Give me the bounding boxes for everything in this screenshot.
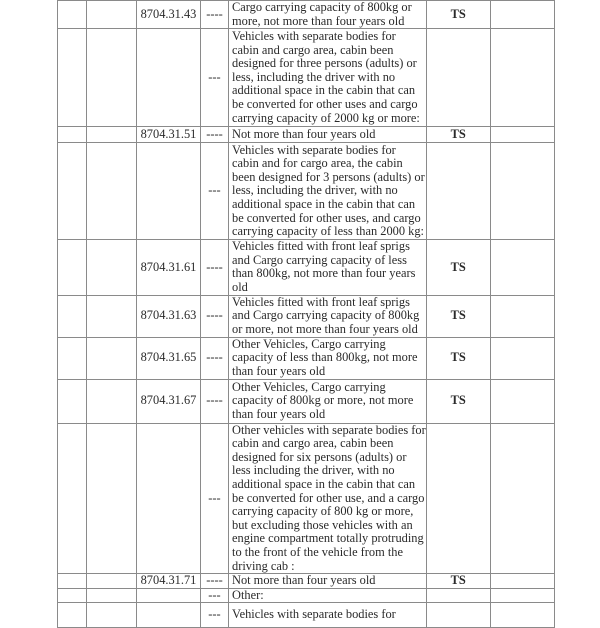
blank-cell xyxy=(58,603,87,628)
description-line: cabin and cargo area, cabin been xyxy=(232,436,394,451)
blank-cell xyxy=(58,127,87,143)
description-line: been designed for 3 persons (adults) or xyxy=(232,169,425,184)
blank-cell xyxy=(490,337,554,379)
description-cell xyxy=(229,295,427,337)
rate-cell: TS xyxy=(426,337,490,379)
description-line: less, including the driver, with no xyxy=(232,183,398,198)
rate-cell: TS xyxy=(426,295,490,337)
description-line: Vehicles fitted with front leaf sprigs xyxy=(232,239,410,254)
blank-cell xyxy=(87,574,137,589)
description-cell xyxy=(229,143,427,240)
blank-cell xyxy=(490,603,554,628)
description-line: and Cargo carrying capacity of 800kg xyxy=(232,308,420,323)
blank-cell xyxy=(490,29,554,127)
description-line: Other Vehicles, Cargo carrying xyxy=(232,337,386,351)
hs-code-cell xyxy=(137,588,201,603)
hs-code-cell: 8704.31.63 xyxy=(137,295,201,337)
blank-cell xyxy=(490,588,554,603)
hs-code-cell: 8704.31.71 xyxy=(137,574,201,589)
description-line: capacity of less than 800kg, not more xyxy=(232,350,418,365)
rate-cell xyxy=(426,29,490,127)
table-row xyxy=(58,337,555,379)
description-line: cabin and cargo area, cabin been xyxy=(232,42,394,57)
blank-cell xyxy=(58,379,87,423)
description-line: Vehicles with separate bodies for xyxy=(232,607,396,622)
blank-cell xyxy=(58,337,87,379)
blank-cell xyxy=(87,1,137,29)
hs-code-cell xyxy=(137,143,201,240)
description-cell xyxy=(229,127,427,143)
description-line: capacity of 800kg or more, not more xyxy=(232,393,414,408)
blank-cell xyxy=(58,423,87,574)
hs-code-cell xyxy=(137,423,201,574)
description-line: Cargo carrying capacity of 800kg or xyxy=(232,0,412,14)
description-line: than four years old xyxy=(232,363,326,378)
blank-cell xyxy=(490,127,554,143)
description-line: Vehicles with separate bodies for xyxy=(232,142,396,157)
table-row xyxy=(58,588,555,603)
description-line: Not more than four years old xyxy=(232,573,376,588)
hs-code-cell: 8704.31.61 xyxy=(137,240,201,295)
level-dash-cell: ---- xyxy=(201,379,229,423)
description-line: carrying capacity of 2000 kg or more: xyxy=(232,110,420,125)
blank-cell xyxy=(490,574,554,589)
blank-cell xyxy=(58,574,87,589)
blank-cell xyxy=(58,29,87,127)
rate-cell: TS xyxy=(426,574,490,589)
blank-cell xyxy=(87,603,137,628)
rate-cell xyxy=(426,143,490,240)
description-line: Other vehicles with separate bodies for xyxy=(232,423,426,437)
description-line: and Cargo carrying capacity of less xyxy=(232,252,407,267)
description-line: cabin and for cargo area, the cabin xyxy=(232,156,403,171)
table-row xyxy=(58,127,555,143)
description-line: Vehicles with separate bodies for xyxy=(232,29,396,44)
rate-cell: TS xyxy=(426,1,490,29)
description-line: more, not more than four years old xyxy=(232,13,405,28)
table-row xyxy=(58,240,555,295)
table-row xyxy=(58,143,555,240)
rate-cell: TS xyxy=(426,379,490,423)
tariff-table xyxy=(57,0,555,628)
blank-cell xyxy=(58,240,87,295)
description-cell xyxy=(229,603,427,628)
hs-code-cell: 8704.31.65 xyxy=(137,337,201,379)
description-line: engine compartment totally protruding xyxy=(232,531,424,546)
hs-code-cell xyxy=(137,29,201,127)
level-dash-cell: --- xyxy=(201,143,229,240)
level-dash-cell: ---- xyxy=(201,127,229,143)
description-cell xyxy=(229,240,427,295)
blank-cell xyxy=(87,379,137,423)
description-line: be converted for other uses, and cargo xyxy=(232,210,421,225)
hs-code-cell: 8704.31.67 xyxy=(137,379,201,423)
blank-cell xyxy=(490,295,554,337)
description-line: additional space in the cabin that can xyxy=(232,196,416,211)
blank-cell xyxy=(58,143,87,240)
description-line: Not more than four years old xyxy=(232,126,376,141)
description-line: old xyxy=(232,279,248,294)
description-cell xyxy=(229,423,427,574)
description-line: additional space in the cabin that can xyxy=(232,83,416,98)
blank-cell xyxy=(58,295,87,337)
hs-code-cell: 8704.31.43 xyxy=(137,1,201,29)
rate-cell xyxy=(426,423,490,574)
blank-cell xyxy=(87,588,137,603)
description-line: carrying capacity of less than 2000 kg: xyxy=(232,224,424,239)
rate-cell xyxy=(426,603,490,628)
blank-cell xyxy=(490,143,554,240)
description-line: Other: xyxy=(232,588,264,602)
hs-code-cell: 8704.31.51 xyxy=(137,127,201,143)
description-line: designed for three persons (adults) or xyxy=(232,56,417,71)
description-line: less, including the driver with no xyxy=(232,69,396,84)
description-cell xyxy=(229,337,427,379)
blank-cell xyxy=(58,588,87,603)
hs-code-cell xyxy=(137,603,201,628)
table-row xyxy=(58,1,555,29)
blank-cell xyxy=(58,1,87,29)
description-cell xyxy=(229,1,427,29)
description-line: less including the driver, with no xyxy=(232,463,395,478)
description-line: carrying capacity of 800 kg or more, xyxy=(232,504,414,519)
description-cell xyxy=(229,574,427,589)
description-line: Vehicles fitted with front leaf sprigs xyxy=(232,295,410,309)
blank-cell xyxy=(490,423,554,574)
description-line: but excluding those vehicles with an xyxy=(232,517,413,532)
level-dash-cell: ---- xyxy=(201,240,229,295)
blank-cell xyxy=(87,423,137,574)
blank-cell xyxy=(87,143,137,240)
description-line: than four years old xyxy=(232,406,326,421)
table-row xyxy=(58,29,555,127)
rate-cell: TS xyxy=(426,127,490,143)
blank-cell xyxy=(87,29,137,127)
level-dash-cell: --- xyxy=(201,29,229,127)
description-line: additional space in the cabin that can xyxy=(232,476,416,491)
description-line: be converted for other uses and cargo xyxy=(232,97,418,112)
description-cell xyxy=(229,379,427,423)
table-row xyxy=(58,379,555,423)
description-cell xyxy=(229,588,427,603)
level-dash-cell: ---- xyxy=(201,337,229,379)
description-line: Other Vehicles, Cargo carrying xyxy=(232,379,386,394)
level-dash-cell: --- xyxy=(201,588,229,603)
blank-cell xyxy=(87,127,137,143)
blank-cell xyxy=(87,295,137,337)
level-dash-cell: --- xyxy=(201,603,229,628)
level-dash-cell: ---- xyxy=(201,295,229,337)
blank-cell xyxy=(490,379,554,423)
level-dash-cell: --- xyxy=(201,423,229,574)
table-row xyxy=(58,295,555,337)
table-row xyxy=(58,574,555,589)
description-line: designed for six persons (adults) or xyxy=(232,449,407,464)
blank-cell xyxy=(87,337,137,379)
blank-cell xyxy=(490,240,554,295)
table-row xyxy=(58,423,555,574)
description-line: than 800kg, not more than four years xyxy=(232,266,416,281)
level-dash-cell: ---- xyxy=(201,574,229,589)
description-cell xyxy=(229,29,427,127)
table-row xyxy=(58,603,555,628)
description-line: to the front of the vehicle from the xyxy=(232,544,404,559)
description-line: be converted for other use, and a cargo xyxy=(232,490,425,505)
rate-cell: TS xyxy=(426,240,490,295)
description-line: driving cab : xyxy=(232,558,295,573)
blank-cell xyxy=(87,240,137,295)
rate-cell xyxy=(426,588,490,603)
level-dash-cell: ---- xyxy=(201,1,229,29)
blank-cell xyxy=(490,1,554,29)
description-line: or more, not more than four years old xyxy=(232,321,418,336)
